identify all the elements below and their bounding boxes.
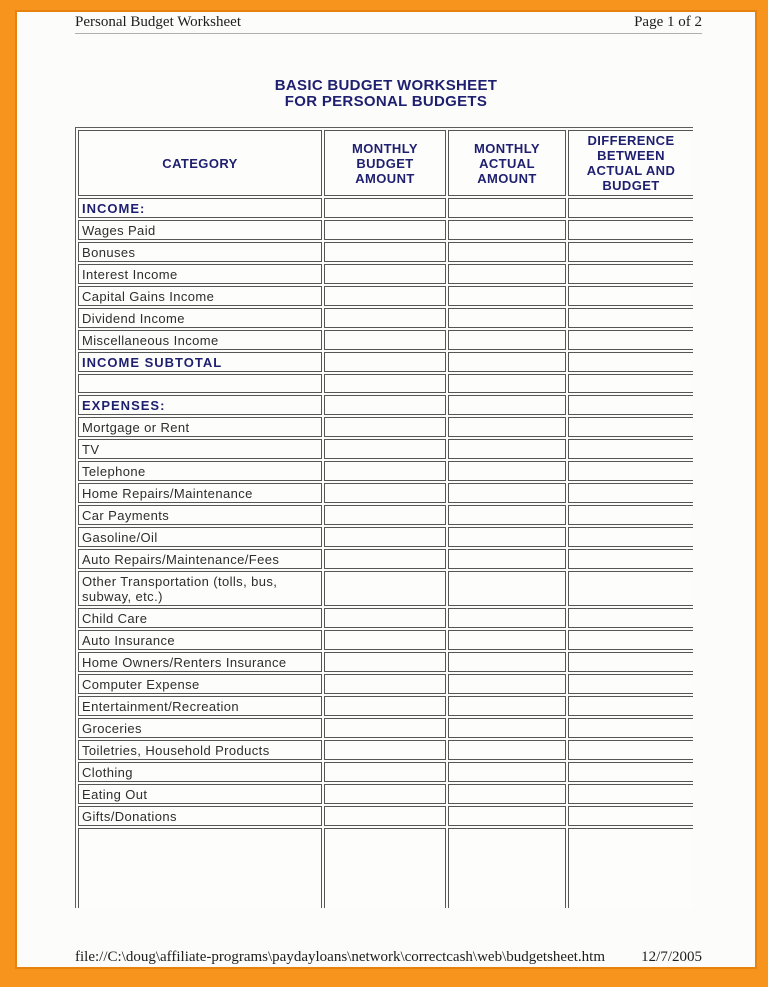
monthly-actual-cell (448, 286, 566, 306)
column-header-category: CATEGORY (78, 130, 322, 196)
table-row (78, 286, 693, 306)
table-row (78, 374, 693, 393)
difference-cell (568, 571, 693, 606)
monthly-budget-cell (324, 264, 446, 284)
table-row (78, 718, 693, 738)
difference-cell (568, 806, 693, 826)
table-row (78, 571, 693, 606)
footer-file-path: file://C:\doug\affiliate-programs\paydayloans\network\correctcash\web\budgetsheet.htm (75, 949, 605, 965)
table-row (78, 527, 693, 547)
table-row (78, 417, 693, 437)
category-cell: Home Repairs/Maintenance (78, 483, 322, 503)
monthly-budget-cell (324, 630, 446, 650)
category-cell: Other Transportation (tolls, bus, subway, etc.) (78, 571, 322, 606)
monthly-budget-cell (324, 696, 446, 716)
table-row (78, 505, 693, 525)
monthly-budget-cell (324, 505, 446, 525)
category-cell: TV (78, 439, 322, 459)
difference-cell (568, 242, 693, 262)
monthly-actual-cell (448, 439, 566, 459)
table-row (78, 198, 693, 218)
monthly-actual-cell (448, 696, 566, 716)
table-row (78, 652, 693, 672)
monthly-budget-cell (324, 439, 446, 459)
table-row (78, 740, 693, 760)
page-content (17, 12, 755, 967)
category-cell: Eating Out (78, 784, 322, 804)
difference-cell (568, 527, 693, 547)
difference-cell (568, 198, 693, 218)
table-row (78, 784, 693, 804)
difference-cell (568, 264, 693, 284)
category-cell: Clothing (78, 762, 322, 782)
table-row (78, 828, 693, 908)
monthly-budget-cell (324, 806, 446, 826)
difference-cell (568, 740, 693, 760)
category-cell: Bonuses (78, 242, 322, 262)
monthly-actual-cell (448, 674, 566, 694)
difference-cell (568, 352, 693, 372)
monthly-budget-cell (324, 828, 446, 908)
category-cell: Telephone (78, 461, 322, 481)
table-row (78, 395, 693, 415)
document-header (75, 14, 702, 31)
difference-cell (568, 828, 693, 908)
monthly-budget-cell (324, 527, 446, 547)
document-footer (75, 949, 702, 966)
monthly-budget-cell (324, 242, 446, 262)
category-cell: Home Owners/Renters Insurance (78, 652, 322, 672)
category-cell: Gifts/Donations (78, 806, 322, 826)
title-line-1: BASIC BUDGET WORKSHEET (274, 77, 498, 94)
category-cell: Interest Income (78, 264, 322, 284)
column-header-monthly-actual: MONTHLY ACTUAL AMOUNT (448, 130, 566, 196)
monthly-actual-cell (448, 505, 566, 525)
monthly-actual-cell (448, 461, 566, 481)
table-row (78, 630, 693, 650)
monthly-actual-cell (448, 374, 566, 393)
difference-cell (568, 549, 693, 569)
monthly-actual-cell (448, 198, 566, 218)
table-row (78, 549, 693, 569)
header-divider (75, 33, 702, 34)
difference-cell (568, 308, 693, 328)
difference-cell (568, 505, 693, 525)
difference-cell (568, 608, 693, 628)
category-cell (78, 374, 322, 393)
monthly-actual-cell (448, 527, 566, 547)
category-cell (78, 828, 322, 908)
monthly-actual-cell (448, 242, 566, 262)
category-cell: Dividend Income (78, 308, 322, 328)
table-row (78, 352, 693, 372)
table-row (78, 806, 693, 826)
budget-table-body (78, 198, 693, 908)
category-cell: Capital Gains Income (78, 286, 322, 306)
monthly-actual-cell (448, 308, 566, 328)
table-row (78, 264, 693, 284)
title-line-2: FOR PERSONAL BUDGETS (284, 93, 488, 110)
monthly-budget-cell (324, 762, 446, 782)
monthly-budget-cell (324, 571, 446, 606)
difference-cell (568, 652, 693, 672)
category-cell: Miscellaneous Income (78, 330, 322, 350)
monthly-actual-cell (448, 395, 566, 415)
difference-cell (568, 762, 693, 782)
table-row (78, 696, 693, 716)
category-cell: Computer Expense (78, 674, 322, 694)
table-row (78, 308, 693, 328)
column-header-difference: DIFFERENCE BETWEEN ACTUAL AND BUDGET (568, 130, 693, 196)
difference-cell (568, 696, 693, 716)
table-row (78, 762, 693, 782)
difference-cell (568, 374, 693, 393)
monthly-actual-cell (448, 417, 566, 437)
monthly-budget-cell (324, 608, 446, 628)
difference-cell (568, 286, 693, 306)
table-row (78, 220, 693, 240)
category-cell: Mortgage or Rent (78, 417, 322, 437)
category-cell: Entertainment/Recreation (78, 696, 322, 716)
table-row (78, 483, 693, 503)
difference-cell (568, 630, 693, 650)
monthly-actual-cell (448, 483, 566, 503)
difference-cell (568, 718, 693, 738)
difference-cell (568, 483, 693, 503)
document-title (17, 78, 755, 110)
monthly-actual-cell (448, 549, 566, 569)
page-indicator: Page 1 of 2 (634, 14, 702, 30)
table-row (78, 674, 693, 694)
table-row (78, 461, 693, 481)
category-cell: Toiletries, Household Products (78, 740, 322, 760)
difference-cell (568, 395, 693, 415)
monthly-budget-cell (324, 330, 446, 350)
monthly-actual-cell (448, 784, 566, 804)
monthly-budget-cell (324, 483, 446, 503)
monthly-budget-cell (324, 374, 446, 393)
monthly-budget-cell (324, 308, 446, 328)
monthly-actual-cell (448, 608, 566, 628)
monthly-budget-cell (324, 674, 446, 694)
monthly-budget-cell (324, 395, 446, 415)
monthly-budget-cell (324, 198, 446, 218)
category-cell: Auto Repairs/Maintenance/Fees (78, 549, 322, 569)
table-row (78, 330, 693, 350)
monthly-actual-cell (448, 264, 566, 284)
monthly-budget-cell (324, 220, 446, 240)
column-header-monthly-budget: MONTHLY BUDGET AMOUNT (324, 130, 446, 196)
worksheet-page (15, 10, 757, 969)
monthly-budget-cell (324, 549, 446, 569)
difference-cell (568, 784, 693, 804)
difference-cell (568, 461, 693, 481)
monthly-budget-cell (324, 784, 446, 804)
difference-cell (568, 330, 693, 350)
category-cell: Child Care (78, 608, 322, 628)
monthly-actual-cell (448, 630, 566, 650)
monthly-actual-cell (448, 652, 566, 672)
monthly-actual-cell (448, 352, 566, 372)
monthly-budget-cell (324, 417, 446, 437)
monthly-budget-cell (324, 461, 446, 481)
monthly-actual-cell (448, 330, 566, 350)
table-row (78, 242, 693, 262)
table-row (78, 439, 693, 459)
category-cell: Wages Paid (78, 220, 322, 240)
monthly-actual-cell (448, 718, 566, 738)
category-cell: EXPENSES: (78, 395, 322, 415)
monthly-actual-cell (448, 571, 566, 606)
category-cell: Car Payments (78, 505, 322, 525)
category-cell: INCOME: (78, 198, 322, 218)
difference-cell (568, 439, 693, 459)
category-cell: INCOME SUBTOTAL (78, 352, 322, 372)
monthly-budget-cell (324, 352, 446, 372)
monthly-budget-cell (324, 740, 446, 760)
category-cell: Gasoline/Oil (78, 527, 322, 547)
table-row (78, 608, 693, 628)
budget-table (75, 127, 693, 908)
monthly-budget-cell (324, 286, 446, 306)
monthly-actual-cell (448, 220, 566, 240)
footer-date: 12/7/2005 (641, 949, 702, 965)
header-title: Personal Budget Worksheet (75, 14, 241, 30)
difference-cell (568, 417, 693, 437)
category-cell: Auto Insurance (78, 630, 322, 650)
monthly-actual-cell (448, 762, 566, 782)
table-header-row (78, 130, 693, 196)
monthly-budget-cell (324, 652, 446, 672)
difference-cell (568, 220, 693, 240)
monthly-budget-cell (324, 718, 446, 738)
category-cell: Groceries (78, 718, 322, 738)
monthly-actual-cell (448, 740, 566, 760)
budget-table-container (75, 127, 693, 908)
difference-cell (568, 674, 693, 694)
monthly-actual-cell (448, 828, 566, 908)
monthly-actual-cell (448, 806, 566, 826)
